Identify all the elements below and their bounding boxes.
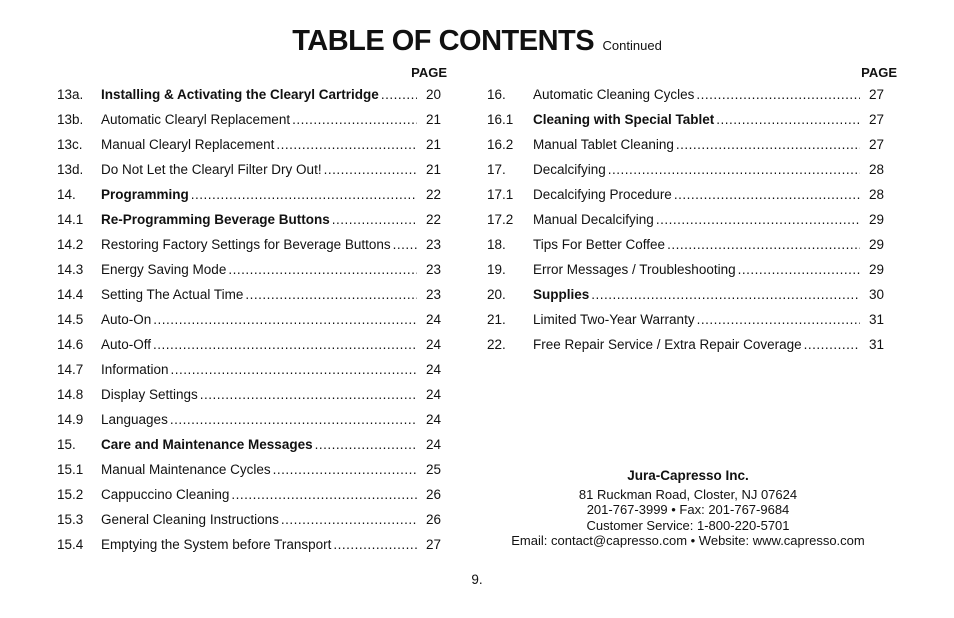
toc-entry-label: Tips For Better Coffee (533, 237, 666, 252)
toc-entry-label: Care and Maintenance Messages (101, 437, 313, 452)
toc-entry-label: Re-Programming Beverage Buttons (101, 212, 330, 227)
toc-entry-page: 20 (425, 87, 441, 102)
toc-entry-number: 14.5 (57, 312, 84, 327)
toc-entry-number: 19. (487, 262, 506, 277)
toc-entry-label: General Cleaning Instructions (101, 512, 279, 527)
dot-leader (676, 132, 860, 157)
dot-leader (281, 507, 417, 532)
toc-entry-number: 17.2 (487, 212, 514, 227)
dot-leader (200, 382, 417, 407)
toc-entry (57, 107, 441, 132)
toc-entry (57, 132, 441, 157)
toc-entry (57, 432, 441, 457)
dot-leader (153, 332, 417, 357)
toc-entry (57, 382, 441, 407)
toc-entry-label: Free Repair Service / Extra Repair Coverage (533, 337, 802, 352)
toc-entry-page: 23 (425, 237, 441, 252)
dot-leader (292, 107, 417, 132)
toc-entry-label: Auto-On (101, 312, 152, 327)
toc-entry-number: 13d. (57, 162, 84, 177)
toc-entry (487, 282, 884, 307)
toc-entry (487, 82, 884, 107)
toc-entry-label: Do Not Let the Clearyl Filter Dry Out! (101, 162, 322, 177)
toc-entry-number: 15.4 (57, 537, 84, 552)
toc-entry-label: Error Messages / Troubleshooting (533, 262, 736, 277)
toc-entry-page: 26 (425, 512, 441, 527)
dot-leader (656, 207, 860, 232)
toc-entry-page: 28 (868, 187, 884, 202)
toc-entry-number: 14.1 (57, 212, 84, 227)
toc-entry-label: Setting The Actual Time (101, 287, 244, 302)
dot-leader (276, 132, 417, 157)
toc-entry-number: 16.2 (487, 137, 514, 152)
toc-entry-label: Installing & Activating the Clearyl Cartridge (101, 87, 379, 102)
dot-leader (381, 82, 417, 107)
toc-entry (487, 232, 884, 257)
dot-leader (273, 457, 417, 482)
toc-entry-label: Limited Two-Year Warranty (533, 312, 695, 327)
dot-leader (738, 257, 860, 282)
toc-entry (57, 157, 441, 182)
toc-right-column (487, 64, 897, 357)
toc-entry-number: 16. (487, 87, 506, 102)
toc-entry (57, 82, 441, 107)
toc-entry-page: 23 (425, 262, 441, 277)
toc-entry-label: Auto-Off (101, 337, 152, 352)
title-suffix: Continued (602, 38, 662, 53)
toc-entry-number: 14.6 (57, 337, 84, 352)
dot-leader (315, 432, 417, 457)
toc-entry-number: 16.1 (487, 112, 514, 127)
toc-right-list (487, 82, 884, 357)
page-column-header: PAGE (861, 65, 897, 80)
toc-entry-label: Manual Clearyl Replacement (101, 137, 275, 152)
toc-entry (57, 457, 441, 482)
toc-entry (57, 307, 441, 332)
company-address: 81 Ruckman Road, Closter, NJ 07624 (578, 486, 798, 502)
toc-entry-page: 21 (425, 137, 441, 152)
toc-entry-number: 20. (487, 287, 506, 302)
dot-leader (716, 107, 860, 132)
dot-leader (191, 182, 417, 207)
toc-entry-page: 22 (425, 212, 441, 227)
toc-entry-page: 31 (868, 337, 884, 352)
toc-entry-label: Manual Tablet Cleaning (533, 137, 674, 152)
toc-entry-page: 24 (425, 312, 441, 327)
company-email: Email: contact@capresso.com • Website: www.capresso.com (511, 533, 865, 548)
dot-leader (228, 257, 417, 282)
dot-leader (697, 307, 860, 332)
toc-entry-page: 24 (425, 387, 441, 402)
toc-entry-number: 21. (487, 312, 506, 327)
toc-entry-label: Decalcifying Procedure (533, 187, 672, 202)
toc-entry-label: Cappuccino Cleaning (101, 487, 230, 502)
toc-entry-number: 13c. (57, 137, 83, 152)
toc-entry-number: 14.8 (57, 387, 84, 402)
toc-entry-number: 15.3 (57, 512, 84, 527)
toc-entry-label: Cleaning with Special Tablet (533, 112, 715, 127)
toc-entry-label: Languages (101, 412, 168, 427)
toc-entry-label: Emptying the System before Transport (101, 537, 332, 552)
toc-entry-label: Automatic Cleaning Cycles (533, 87, 695, 102)
toc-entry (487, 207, 884, 232)
toc-entry-label: Restoring Factory Settings for Beverage Buttons (101, 237, 391, 252)
dot-leader (608, 157, 860, 182)
toc-entry-page: 31 (868, 312, 884, 327)
toc-entry-number: 14.7 (57, 362, 84, 377)
toc-entry-page: 21 (425, 162, 441, 177)
toc-entry-number: 13a. (57, 87, 84, 102)
toc-left-list (57, 82, 441, 557)
toc-entry (487, 182, 884, 207)
toc-entry-label: Information (101, 362, 169, 377)
toc-entry-label: Programming (101, 187, 189, 202)
dot-leader (804, 332, 860, 357)
toc-entry-page: 21 (425, 112, 441, 127)
dot-leader (324, 157, 417, 182)
toc-entry-page: 27 (868, 87, 884, 102)
toc-entry (57, 207, 441, 232)
toc-entry (487, 157, 884, 182)
toc-left-column (57, 64, 447, 557)
toc-entry-number: 22. (487, 337, 506, 352)
toc-entry-page: 26 (425, 487, 441, 502)
toc-entry (57, 257, 441, 282)
toc-entry (487, 107, 884, 132)
company-info (500, 468, 876, 549)
toc-entry (487, 257, 884, 282)
dot-leader (170, 407, 417, 432)
company-phone: 201-767-3999 • Fax: 201-767-9684 (586, 502, 790, 517)
toc-entry-page: 27 (868, 112, 884, 127)
dot-leader (696, 82, 860, 107)
dot-leader (332, 207, 417, 232)
toc-entry (57, 357, 441, 382)
toc-entry-label: Display Settings (101, 387, 198, 402)
toc-entry-number: 15.1 (57, 462, 84, 477)
toc-entry-number: 13b. (57, 112, 84, 127)
toc-entry-page: 28 (868, 162, 884, 177)
dot-leader (171, 357, 417, 382)
company-name: Jura-Capresso Inc. (627, 468, 749, 483)
toc-entry-number: 17. (487, 162, 506, 177)
dot-leader (667, 232, 860, 257)
dot-leader (231, 482, 417, 507)
toc-entry-label: Manual Decalcifying (533, 212, 654, 227)
toc-entry (57, 332, 441, 357)
dot-leader (591, 282, 860, 307)
toc-entry-page: 25 (425, 462, 441, 477)
toc-entry-page: 27 (425, 537, 441, 552)
company-service: Customer Service: 1-800-220-5701 (586, 517, 790, 533)
dot-leader (393, 232, 417, 257)
toc-entry-number: 14.4 (57, 287, 84, 302)
dot-leader (245, 282, 417, 307)
toc-entry-page: 30 (868, 287, 884, 302)
toc-entry-page: 29 (868, 262, 884, 277)
toc-entry-label: Manual Maintenance Cycles (101, 462, 271, 477)
page-title (0, 25, 954, 58)
toc-entry-page: 24 (425, 337, 441, 352)
toc-entry-number: 14.9 (57, 412, 84, 427)
toc-entry (487, 132, 884, 157)
toc-entry (487, 307, 884, 332)
toc-entry (57, 482, 441, 507)
toc-entry-number: 14. (57, 187, 76, 202)
toc-entry-number: 18. (487, 237, 506, 252)
toc-entry-label: Supplies (533, 287, 590, 302)
title-text: TABLE OF CONTENTS (292, 25, 595, 57)
toc-entry-number: 17.1 (487, 187, 514, 202)
toc-entry-label: Decalcifying (533, 162, 606, 177)
toc-entry (487, 332, 884, 357)
toc-entry-number: 14.3 (57, 262, 84, 277)
dot-leader (674, 182, 860, 207)
dot-leader (333, 532, 417, 557)
toc-entry (57, 507, 441, 532)
toc-entry-page: 22 (425, 187, 441, 202)
dot-leader (153, 307, 417, 332)
toc-entry-page: 29 (868, 237, 884, 252)
toc-entry-page: 29 (868, 212, 884, 227)
toc-entry-page: 27 (868, 137, 884, 152)
toc-entry (57, 532, 441, 557)
page-number: 9. (471, 572, 483, 587)
toc-entry-page: 24 (425, 412, 441, 427)
toc-entry-number: 14.2 (57, 237, 84, 252)
toc-entry-label: Automatic Clearyl Replacement (101, 112, 291, 127)
toc-entry (57, 182, 441, 207)
toc-entry-page: 23 (425, 287, 441, 302)
toc-entry (57, 407, 441, 432)
toc-entry-number: 15.2 (57, 487, 84, 502)
toc-entry-number: 15. (57, 437, 76, 452)
toc-entry-page: 24 (425, 437, 441, 452)
toc-entry-label: Energy Saving Mode (101, 262, 227, 277)
toc-entry (57, 232, 441, 257)
toc-entry-page: 24 (425, 362, 441, 377)
toc-entry (57, 282, 441, 307)
page-column-header: PAGE (411, 65, 447, 80)
